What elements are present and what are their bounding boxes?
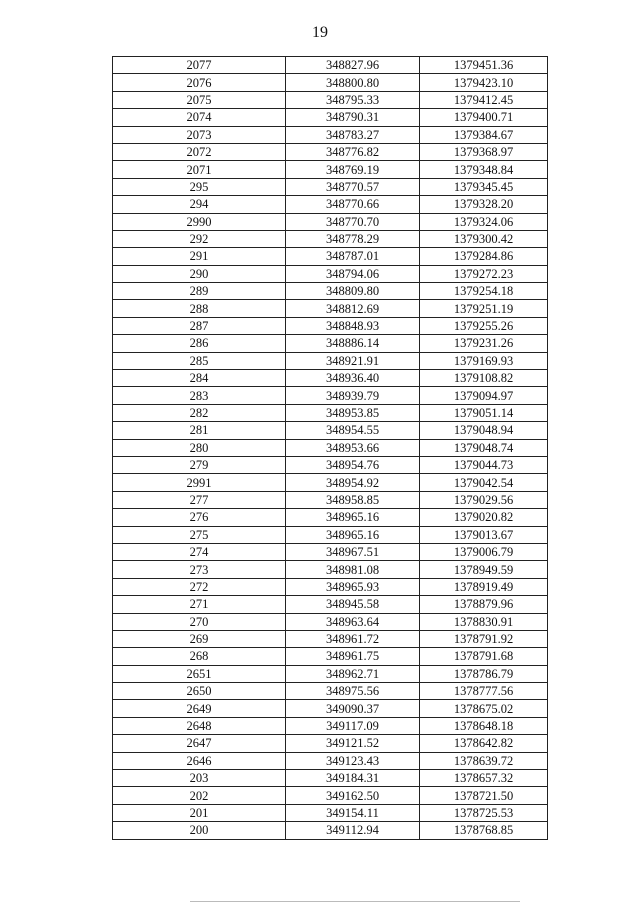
table-row xyxy=(113,335,548,352)
y-coordinate-cell: 1379231.26 xyxy=(420,335,548,352)
y-coordinate-cell: 1378777.56 xyxy=(420,683,548,700)
x-coordinate-cell: 348770.57 xyxy=(286,178,420,195)
x-coordinate-cell: 348800.80 xyxy=(286,74,420,91)
point-number-cell: 2650 xyxy=(113,683,286,700)
x-coordinate-cell: 349117.09 xyxy=(286,717,420,734)
x-coordinate-cell: 348967.51 xyxy=(286,543,420,560)
y-coordinate-cell: 1378648.18 xyxy=(420,717,548,734)
table-row xyxy=(113,404,548,421)
table-row xyxy=(113,543,548,560)
y-coordinate-cell: 1379300.42 xyxy=(420,230,548,247)
y-coordinate-cell: 1379324.06 xyxy=(420,213,548,230)
point-number-cell: 2073 xyxy=(113,126,286,143)
x-coordinate-cell: 348954.76 xyxy=(286,456,420,473)
x-coordinate-cell: 348921.91 xyxy=(286,352,420,369)
point-number-cell: 2649 xyxy=(113,700,286,717)
table-row xyxy=(113,422,548,439)
table-row xyxy=(113,752,548,769)
y-coordinate-cell: 1378657.32 xyxy=(420,770,548,787)
y-coordinate-cell: 1379020.82 xyxy=(420,509,548,526)
x-coordinate-cell: 348809.80 xyxy=(286,283,420,300)
table-row xyxy=(113,526,548,543)
y-coordinate-cell: 1379400.71 xyxy=(420,109,548,126)
point-number-cell: 203 xyxy=(113,770,286,787)
point-number-cell: 270 xyxy=(113,613,286,630)
point-number-cell: 2648 xyxy=(113,717,286,734)
y-coordinate-cell: 1379412.45 xyxy=(420,91,548,108)
x-coordinate-cell: 348961.72 xyxy=(286,630,420,647)
table-row xyxy=(113,143,548,160)
table-row xyxy=(113,126,548,143)
table-row xyxy=(113,613,548,630)
point-number-cell: 287 xyxy=(113,317,286,334)
x-coordinate-cell: 348945.58 xyxy=(286,596,420,613)
point-number-cell: 2646 xyxy=(113,752,286,769)
y-coordinate-cell: 1378919.49 xyxy=(420,578,548,595)
y-coordinate-cell: 1379048.94 xyxy=(420,422,548,439)
point-number-cell: 200 xyxy=(113,822,286,839)
x-coordinate-cell: 348770.66 xyxy=(286,196,420,213)
x-coordinate-cell: 349121.52 xyxy=(286,735,420,752)
table-row xyxy=(113,370,548,387)
x-coordinate-cell: 348795.33 xyxy=(286,91,420,108)
table-row xyxy=(113,178,548,195)
point-number-cell: 2074 xyxy=(113,109,286,126)
x-coordinate-cell: 348794.06 xyxy=(286,265,420,282)
point-number-cell: 280 xyxy=(113,439,286,456)
y-coordinate-cell: 1378949.59 xyxy=(420,561,548,578)
point-number-cell: 2075 xyxy=(113,91,286,108)
y-coordinate-cell: 1379284.86 xyxy=(420,248,548,265)
point-number-cell: 274 xyxy=(113,543,286,560)
point-number-cell: 271 xyxy=(113,596,286,613)
table-row xyxy=(113,265,548,282)
coordinates-table-container xyxy=(112,56,547,840)
table-row xyxy=(113,596,548,613)
point-number-cell: 295 xyxy=(113,178,286,195)
table-row xyxy=(113,474,548,491)
table-row xyxy=(113,630,548,647)
table-row xyxy=(113,648,548,665)
table-row xyxy=(113,161,548,178)
y-coordinate-cell: 1379051.14 xyxy=(420,404,548,421)
y-coordinate-cell: 1379451.36 xyxy=(420,57,548,74)
table-row xyxy=(113,456,548,473)
point-number-cell: 2990 xyxy=(113,213,286,230)
point-number-cell: 269 xyxy=(113,630,286,647)
point-number-cell: 2071 xyxy=(113,161,286,178)
x-coordinate-cell: 348965.16 xyxy=(286,526,420,543)
y-coordinate-cell: 1378675.02 xyxy=(420,700,548,717)
x-coordinate-cell: 348954.55 xyxy=(286,422,420,439)
table-row xyxy=(113,283,548,300)
point-number-cell: 290 xyxy=(113,265,286,282)
y-coordinate-cell: 1379013.67 xyxy=(420,526,548,543)
point-number-cell: 279 xyxy=(113,456,286,473)
table-row xyxy=(113,787,548,804)
y-coordinate-cell: 1379348.84 xyxy=(420,161,548,178)
x-coordinate-cell: 348953.85 xyxy=(286,404,420,421)
x-coordinate-cell: 348770.70 xyxy=(286,213,420,230)
x-coordinate-cell: 348812.69 xyxy=(286,300,420,317)
y-coordinate-cell: 1379255.26 xyxy=(420,317,548,334)
point-number-cell: 2077 xyxy=(113,57,286,74)
table-row xyxy=(113,770,548,787)
table-body xyxy=(113,57,548,840)
point-number-cell: 202 xyxy=(113,787,286,804)
point-number-cell: 285 xyxy=(113,352,286,369)
y-coordinate-cell: 1379108.82 xyxy=(420,370,548,387)
x-coordinate-cell: 348953.66 xyxy=(286,439,420,456)
x-coordinate-cell: 348965.16 xyxy=(286,509,420,526)
y-coordinate-cell: 1379384.67 xyxy=(420,126,548,143)
point-number-cell: 273 xyxy=(113,561,286,578)
table-row xyxy=(113,57,548,74)
table-row xyxy=(113,683,548,700)
x-coordinate-cell: 348848.93 xyxy=(286,317,420,334)
bottom-divider xyxy=(190,901,520,902)
x-coordinate-cell: 349184.31 xyxy=(286,770,420,787)
point-number-cell: 268 xyxy=(113,648,286,665)
y-coordinate-cell: 1379251.19 xyxy=(420,300,548,317)
table-row xyxy=(113,491,548,508)
x-coordinate-cell: 349154.11 xyxy=(286,804,420,821)
table-row xyxy=(113,109,548,126)
x-coordinate-cell: 348769.19 xyxy=(286,161,420,178)
table-row xyxy=(113,439,548,456)
y-coordinate-cell: 1378721.50 xyxy=(420,787,548,804)
table-row xyxy=(113,91,548,108)
y-coordinate-cell: 1379368.97 xyxy=(420,143,548,160)
point-number-cell: 288 xyxy=(113,300,286,317)
y-coordinate-cell: 1379423.10 xyxy=(420,74,548,91)
y-coordinate-cell: 1378725.53 xyxy=(420,804,548,821)
table-row xyxy=(113,230,548,247)
point-number-cell: 2651 xyxy=(113,665,286,682)
x-coordinate-cell: 348936.40 xyxy=(286,370,420,387)
point-number-cell: 283 xyxy=(113,387,286,404)
point-number-cell: 201 xyxy=(113,804,286,821)
coordinates-table xyxy=(112,56,548,840)
y-coordinate-cell: 1379048.74 xyxy=(420,439,548,456)
y-coordinate-cell: 1378879.96 xyxy=(420,596,548,613)
table-row xyxy=(113,561,548,578)
x-coordinate-cell: 349123.43 xyxy=(286,752,420,769)
x-coordinate-cell: 349090.37 xyxy=(286,700,420,717)
point-number-cell: 276 xyxy=(113,509,286,526)
y-coordinate-cell: 1379345.45 xyxy=(420,178,548,195)
table-row xyxy=(113,735,548,752)
x-coordinate-cell: 348790.31 xyxy=(286,109,420,126)
x-coordinate-cell: 349162.50 xyxy=(286,787,420,804)
point-number-cell: 2076 xyxy=(113,74,286,91)
point-number-cell: 281 xyxy=(113,422,286,439)
x-coordinate-cell: 348958.85 xyxy=(286,491,420,508)
table-row xyxy=(113,578,548,595)
point-number-cell: 275 xyxy=(113,526,286,543)
y-coordinate-cell: 1378830.91 xyxy=(420,613,548,630)
table-row xyxy=(113,352,548,369)
x-coordinate-cell: 348776.82 xyxy=(286,143,420,160)
table-row xyxy=(113,248,548,265)
y-coordinate-cell: 1378786.79 xyxy=(420,665,548,682)
x-coordinate-cell: 348965.93 xyxy=(286,578,420,595)
x-coordinate-cell: 348954.92 xyxy=(286,474,420,491)
y-coordinate-cell: 1379169.93 xyxy=(420,352,548,369)
x-coordinate-cell: 348981.08 xyxy=(286,561,420,578)
table-row xyxy=(113,213,548,230)
x-coordinate-cell: 348975.56 xyxy=(286,683,420,700)
y-coordinate-cell: 1379029.56 xyxy=(420,491,548,508)
x-coordinate-cell: 349112.94 xyxy=(286,822,420,839)
y-coordinate-cell: 1378791.92 xyxy=(420,630,548,647)
y-coordinate-cell: 1379328.20 xyxy=(420,196,548,213)
y-coordinate-cell: 1378639.72 xyxy=(420,752,548,769)
table-row xyxy=(113,317,548,334)
table-row xyxy=(113,717,548,734)
point-number-cell: 284 xyxy=(113,370,286,387)
y-coordinate-cell: 1379006.79 xyxy=(420,543,548,560)
point-number-cell: 292 xyxy=(113,230,286,247)
x-coordinate-cell: 348783.27 xyxy=(286,126,420,143)
x-coordinate-cell: 348962.71 xyxy=(286,665,420,682)
table-row xyxy=(113,804,548,821)
x-coordinate-cell: 348827.96 xyxy=(286,57,420,74)
table-row xyxy=(113,509,548,526)
point-number-cell: 277 xyxy=(113,491,286,508)
point-number-cell: 291 xyxy=(113,248,286,265)
point-number-cell: 286 xyxy=(113,335,286,352)
y-coordinate-cell: 1378642.82 xyxy=(420,735,548,752)
x-coordinate-cell: 348886.14 xyxy=(286,335,420,352)
point-number-cell: 2991 xyxy=(113,474,286,491)
table-row xyxy=(113,74,548,91)
table-row xyxy=(113,822,548,839)
x-coordinate-cell: 348963.64 xyxy=(286,613,420,630)
point-number-cell: 294 xyxy=(113,196,286,213)
y-coordinate-cell: 1378768.85 xyxy=(420,822,548,839)
y-coordinate-cell: 1378791.68 xyxy=(420,648,548,665)
point-number-cell: 289 xyxy=(113,283,286,300)
table-row xyxy=(113,300,548,317)
table-row xyxy=(113,387,548,404)
x-coordinate-cell: 348778.29 xyxy=(286,230,420,247)
x-coordinate-cell: 348961.75 xyxy=(286,648,420,665)
x-coordinate-cell: 348787.01 xyxy=(286,248,420,265)
table-row xyxy=(113,665,548,682)
y-coordinate-cell: 1379272.23 xyxy=(420,265,548,282)
point-number-cell: 2647 xyxy=(113,735,286,752)
y-coordinate-cell: 1379042.54 xyxy=(420,474,548,491)
point-number-cell: 282 xyxy=(113,404,286,421)
point-number-cell: 272 xyxy=(113,578,286,595)
y-coordinate-cell: 1379094.97 xyxy=(420,387,548,404)
y-coordinate-cell: 1379254.18 xyxy=(420,283,548,300)
page-number: 19 xyxy=(312,24,328,41)
y-coordinate-cell: 1379044.73 xyxy=(420,456,548,473)
table-row xyxy=(113,196,548,213)
x-coordinate-cell: 348939.79 xyxy=(286,387,420,404)
point-number-cell: 2072 xyxy=(113,143,286,160)
table-row xyxy=(113,700,548,717)
